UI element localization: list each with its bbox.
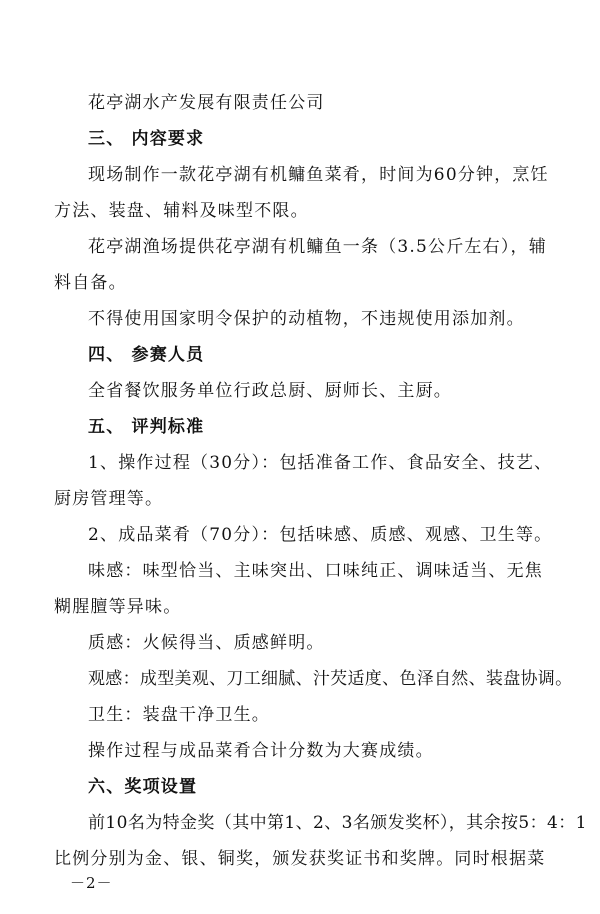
taste-criteria-line-1: 味感：味型恰当、主味突出、口味纯正、调味适当、无焦 <box>88 561 543 581</box>
section-6-heading: 六、奖项设置 <box>88 777 198 797</box>
hygiene-criteria: 卫生：装盘干净卫生。 <box>88 705 270 725</box>
appearance-criteria: 观感：成型美观、刀工细腻、汁芡适度、色泽自然、装盘协调。 <box>88 669 573 689</box>
company-line: 花亭湖水产发展有限责任公司 <box>88 93 325 113</box>
page-number: －2－ <box>70 874 113 892</box>
section-3-paragraph-3: 不得使用国家明令保护的动植物，不违规使用添加剂。 <box>88 309 525 329</box>
section-5-item-2: 2、成品菜肴（70分）：包括味感、质感、观感、卫生等。 <box>88 525 553 545</box>
section-3-paragraph-1-line-1: 现场制作一款花亭湖有机鳙鱼菜肴，时间为60分钟，烹饪 <box>88 165 549 185</box>
section-3-paragraph-2-line-1: 花亭湖渔场提供花亭湖有机鳙鱼一条（3.5公斤左右），辅 <box>88 237 547 257</box>
section-3-paragraph-2-line-2: 料自备。 <box>54 273 127 293</box>
section-6-paragraph-1-line-2: 比例分别为金、银、铜奖，颁发获奖证书和奖牌。同时根据菜 <box>54 849 546 869</box>
section-3-heading: 三、 内容要求 <box>88 129 205 149</box>
taste-criteria-line-2: 糊腥膻等异味。 <box>54 597 182 617</box>
section-4-paragraph-1: 全省餐饮服务单位行政总厨、厨师长、主厨。 <box>88 381 452 401</box>
section-5-item-1-line-1: 1、操作过程（30分）：包括准备工作、食品安全、技艺、 <box>88 453 553 473</box>
texture-criteria: 质感：火候得当、质感鲜明。 <box>88 633 325 653</box>
total-score-note: 操作过程与成品菜肴合计分数为大赛成绩。 <box>88 741 434 761</box>
section-5-item-1-line-2: 厨房管理等。 <box>54 489 164 509</box>
section-6-paragraph-1-line-1: 前10名为特金奖（其中第1、2、3名颁发奖杯），其余按5：4：1 <box>88 813 587 833</box>
section-3-paragraph-1-line-2: 方法、装盘、辅料及味型不限。 <box>54 201 309 221</box>
section-5-heading: 五、 评判标准 <box>88 417 205 437</box>
section-4-heading: 四、 参赛人员 <box>88 345 205 365</box>
